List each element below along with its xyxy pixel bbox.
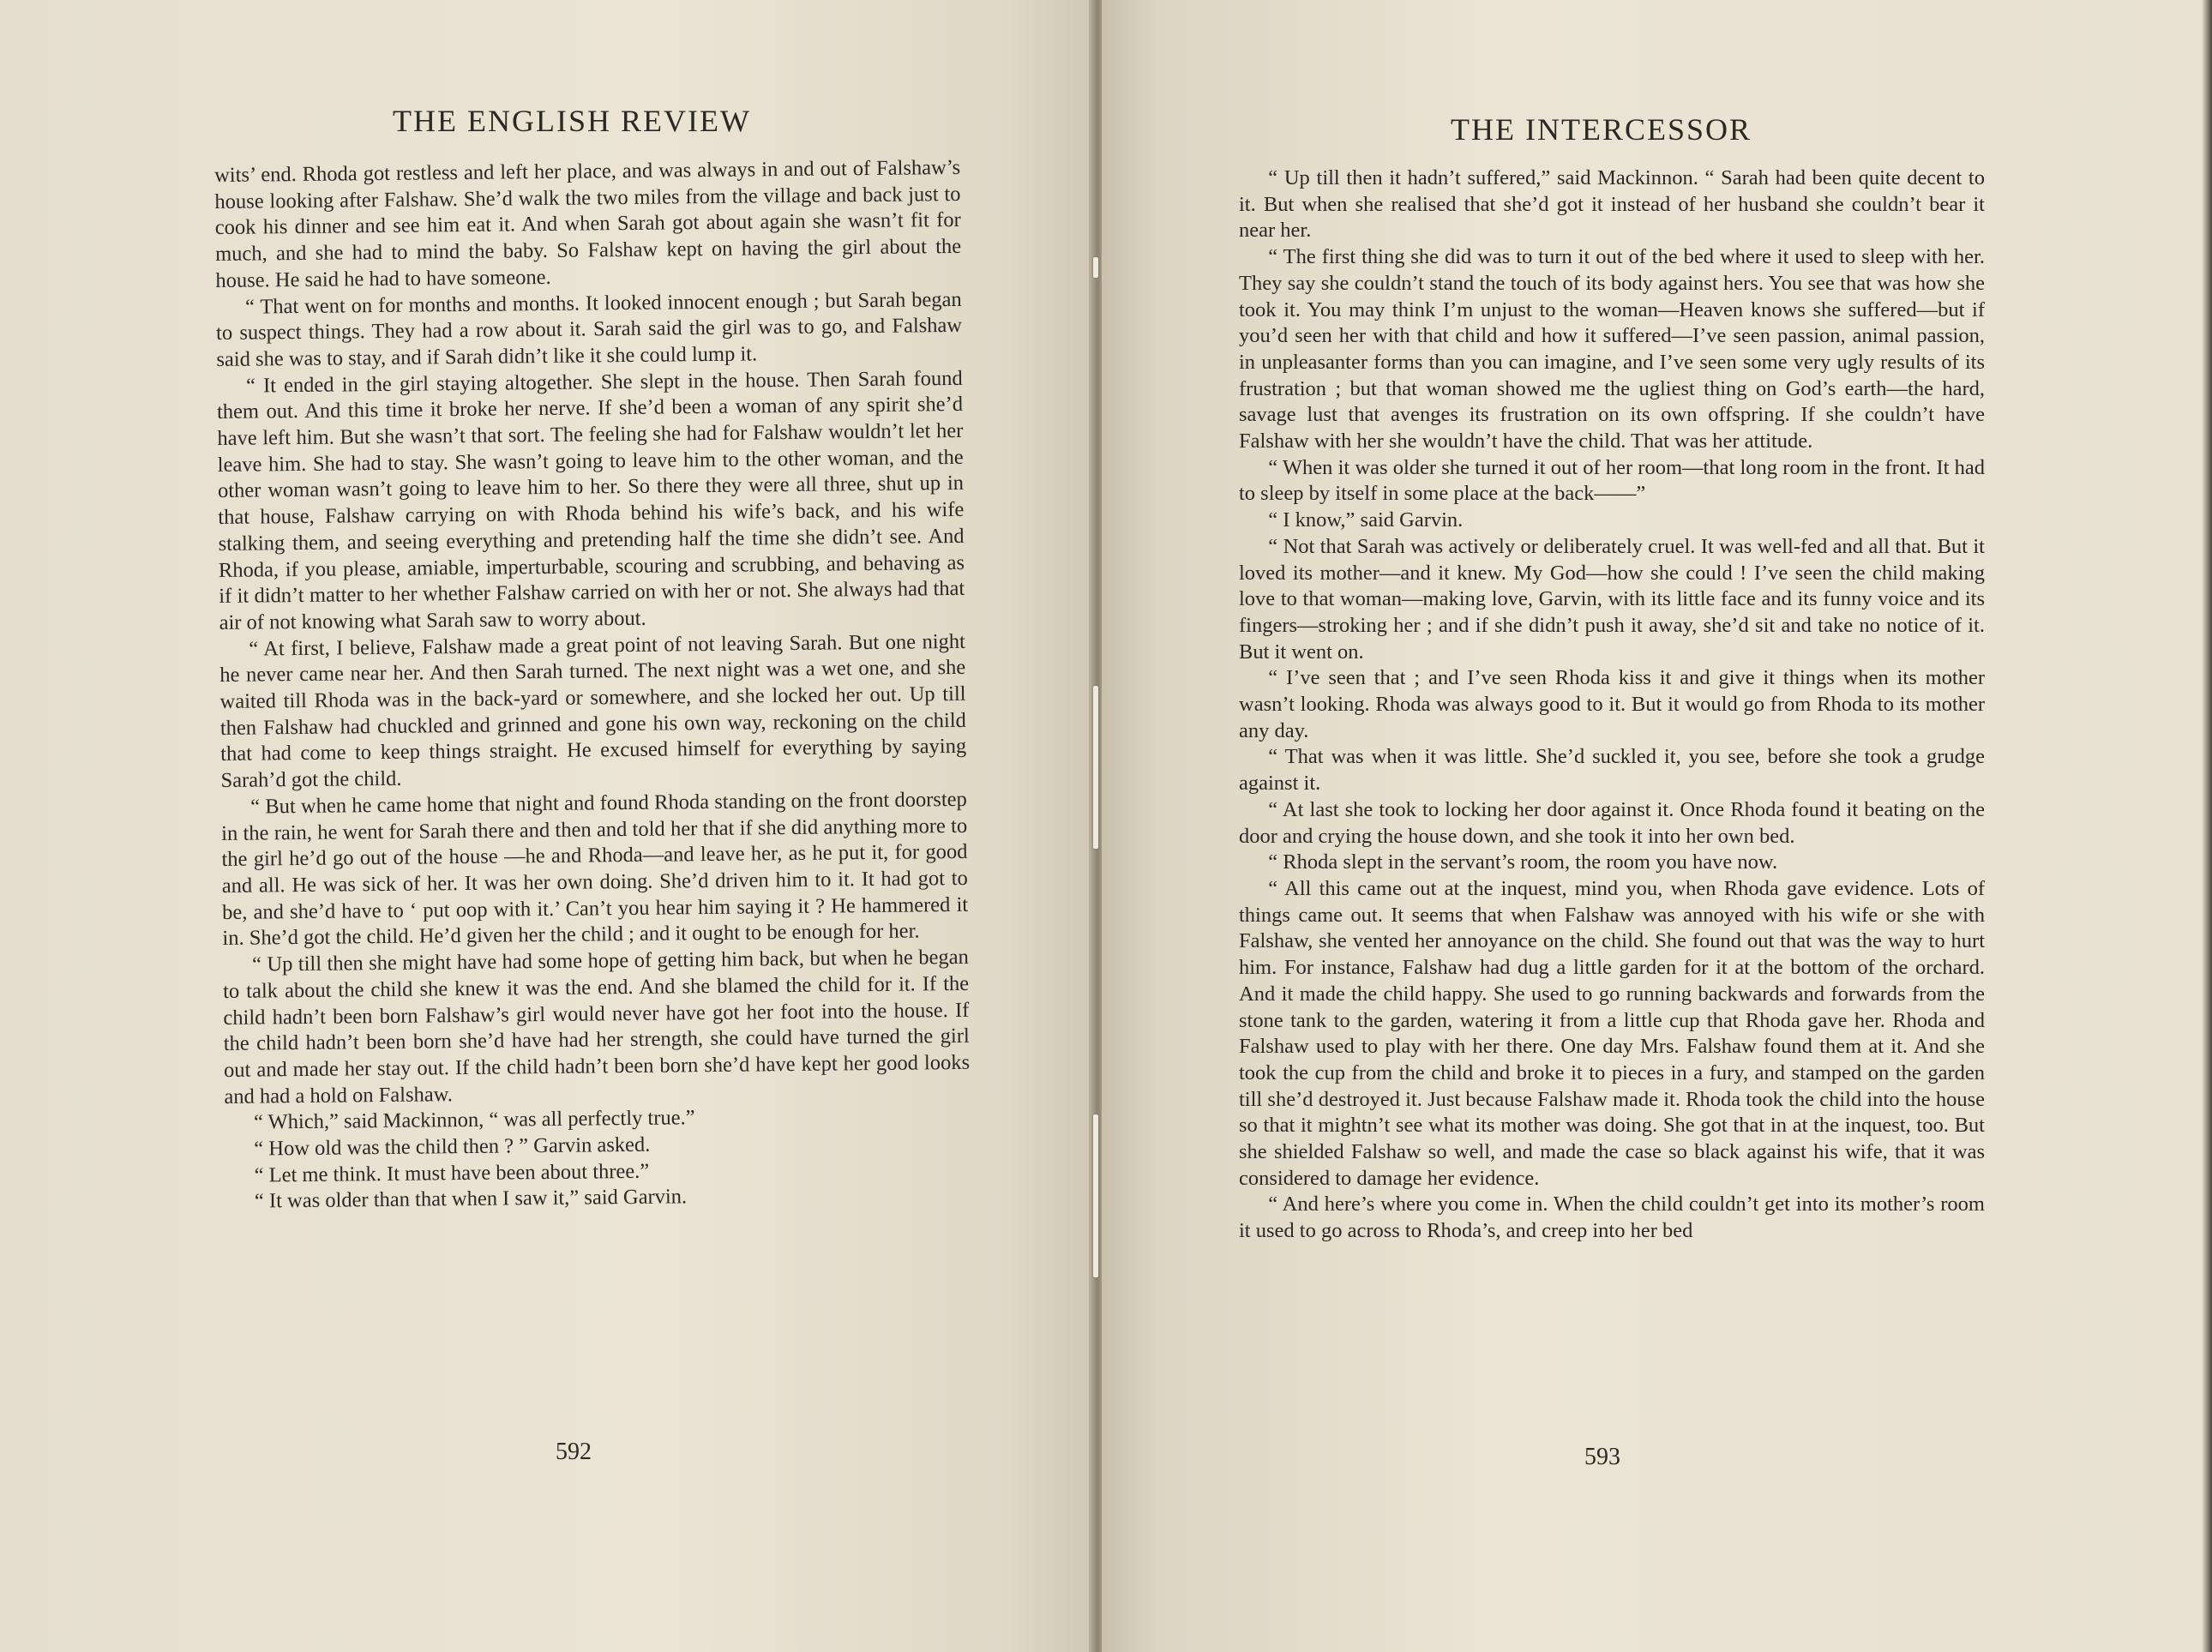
paragraph: “ But when he came home that night and found Rhoda standing on the front doorstep in the rain, he went for Sarah there and then and told her that if she did anything more to the girl he’d go out of the house —he and Rhoda—and leave her, as he put it, for good and all. He was sick of her. It was her own doing. She’d driven him to it. It had got to be, and she’d have to ‘ put oop with it.’ Can’t you hear him saying it ? He hammered it in. She’d got the child. He’d given her the child ; and it ought to be enough for her. — [221, 787, 969, 951]
paragraph: “ At last she took to locking her door against it. Once Rhoda found it beating on the door and crying the house down, and she took it into her own bed. — [1239, 797, 1985, 848]
running-head-left: THE ENGLISH REVIEW — [393, 104, 751, 138]
left-page — [0, 0, 1097, 1652]
binding-thread — [1093, 1114, 1098, 1277]
page-number-right: 593 — [1584, 1444, 1620, 1470]
page-edge — [2202, 0, 2212, 1652]
binding-thread — [1093, 686, 1098, 849]
paragraph: “ I know,” said Garvin. — [1268, 508, 1464, 532]
binding-thread — [1093, 257, 1098, 278]
paragraph: “ The first thing she did was to turn it out of the bed where it used to sleep with her. They say she couldn’t stand the touch of its body against hers. You see that was how she took it. You may think I’m unjust to the woman—Heaven knows she suffered—but if you’d seen her with that child and how it suffered—I’ve seen passion, animal passion, in unpleasanter forms than you can imagine, and I’ve seen some very ugly results of its frustration ; but that woman showed me the ugliest thing on God’s earth—the hard, savage lust that avenges its frustration on its own offspring. If she couldn’t have Falshaw with her she wouldn’t have the child. That was her attitude. — [1239, 245, 1985, 454]
paragraph: “ Rhoda slept in the servant’s room, the room you have now. — [1268, 850, 1778, 874]
paragraph: “ All this came out at the inquest, mind you, when Rhoda gave evidence. Lots of things came out. It seems that when Falshaw was annoyed with his wife or she with Falshaw, she vented her annoyance on the child. She found out that was the way to hurt him. For instance, Falshaw had dug a little garden for it at the bottom of the orchard. And it made the child happy. She used to go running backwards and forwards from the stone tank to the garden, watering it from a little cup that Rhoda gave her. Rhoda and Falshaw used to play with her there. One day Mrs. Falshaw found them at it. And she took the cup from the child and broke it to pieces in a fury, and stamped on the garden till she’d destroyed it. Just because Falshaw made it. Rhoda took the child into the house so that it mightn’t see what its mother was doing. She got that in at the inquest, too. But she shielded Falshaw so well, and made the case so black against his wife, that it was considered to damage her evidence. — [1239, 876, 1985, 1190]
paragraph: “ When it was older she turned it out of her room—that long room in the front. It had to sleep by itself in some place at the back——” — [1239, 455, 1985, 506]
paragraph: “ Which,” said Mackinnon, “ was all perfectly true.” — [253, 1106, 695, 1134]
paragraph: “ At first, I believe, Falshaw made a great point of not leaving Sarah. But one night he never came near her. And then Sarah turned. The next night was a wet one, and she waited till Rhoda was in the back-yard or somewhere, and she locked her out. Up till then Falshaw had chuckled and grinned and gone his own way, reckoning on the child that had come to keep things straight. He excused himself for everything by saying Sarah’d got the child. — [219, 629, 967, 793]
paragraph: “ Up till then it hadn’t suffered,” said Mackinnon. “ Sarah had been quite decent to it. But when she realised that she’d got it instead of her husband she couldn’t bear it near her. — [1239, 166, 1985, 243]
right-page-text — [1239, 165, 1985, 1245]
paragraph: “ And here’s where you come in. When the child couldn’t get into its mother’s room it used to go across to Rhoda’s, and creep into her bed — [1239, 1192, 1985, 1243]
paragraph: “ How old was the child then ? ” Garvin asked. — [254, 1132, 651, 1161]
paragraph: “ That went on for months and months. It looked innocent enough ; but Sarah began to suspect things. They had a row about it. Sarah said the girl was to go, and Falshaw said she was to stay, and if Sarah didn’t like it she could lump it. — [215, 287, 963, 371]
paragraph: “ It ended in the girl staying altogether. She slept in the house. Then Sarah found them out. And this time it broke her nerve. If she’d been a woman of any spirit she’d have left him. But she wasn’t that sort. The feeling she had for Falshaw wouldn’t let her leave him. She had to stay. She wasn’t going to leave him to the other woman, and the other woman wasn’t going to leave him to her. So there they were all three, shut up in that house, Falshaw carrying on with Rhoda behind his wife’s back, and his wife stalking them, and seeing everything and pretending half the time she didn’t see. And Rhoda, if you please, amiable, imperturbable, scouring and scrubbing, and behaving as if it didn’t matter to her whether Falshaw carried on with her or not. She always had that air of not knowing what Sarah saw to worry about. — [216, 366, 965, 634]
paragraph: wits’ end. Rhoda got restless and left her place, and was always in and out of Falshaw’s house looking after Falshaw. She’d walk the two miles from the village and back just to cook his dinner and see him eat it. And when Sarah got about again she wasn’t fit for much, and she had to mind the baby. So Falshaw kept on having the girl about the house. He said he had to have someone. — [214, 155, 962, 292]
paragraph: “ It was older than that when I saw it,” said Garvin. — [254, 1185, 688, 1213]
paragraph: “ Not that Sarah was actively or deliberately cruel. It was well-fed and all that. But it loved its mother—and it knew. My God—how she could ! I’ve seen the child making love to that woman—making love, Garvin, with its little face and its funny voice and its fingers—stroking her ; and if she didn’t push it away, she’d sit and take no notice of it. But it went on. — [1239, 534, 1985, 664]
page-number-left: 592 — [556, 1439, 592, 1465]
paragraph: “ I’ve seen that ; and I’ve seen Rhoda kiss it and give it things when its mother wasn’t looking. Rhoda was always good to it. But it would go from Rhoda to its mother any day. — [1239, 666, 1985, 742]
paragraph: “ That was when it was little. She’d suckled it, you see, before she took a grudge against it. — [1239, 745, 1985, 796]
running-head-right: THE INTERCESSOR — [1451, 112, 1752, 147]
paragraph: “ Up till then she might have had some hope of getting him back, but when he began to talk about the child she knew it was the end. And she blamed the child for it. If the child hadn’t been born Falshaw’s girl would never have got her foot into the house. If the child hadn’t been born she’d have had her strength, she could have turned the girl out and made her stay out. If the child hadn’t been born she’d have kept her good looks and had a hold on Falshaw. — [222, 945, 971, 1108]
left-page-text — [214, 155, 971, 1216]
paragraph: “ Let me think. It must have been about three.” — [254, 1159, 650, 1187]
right-page — [1102, 0, 2212, 1652]
